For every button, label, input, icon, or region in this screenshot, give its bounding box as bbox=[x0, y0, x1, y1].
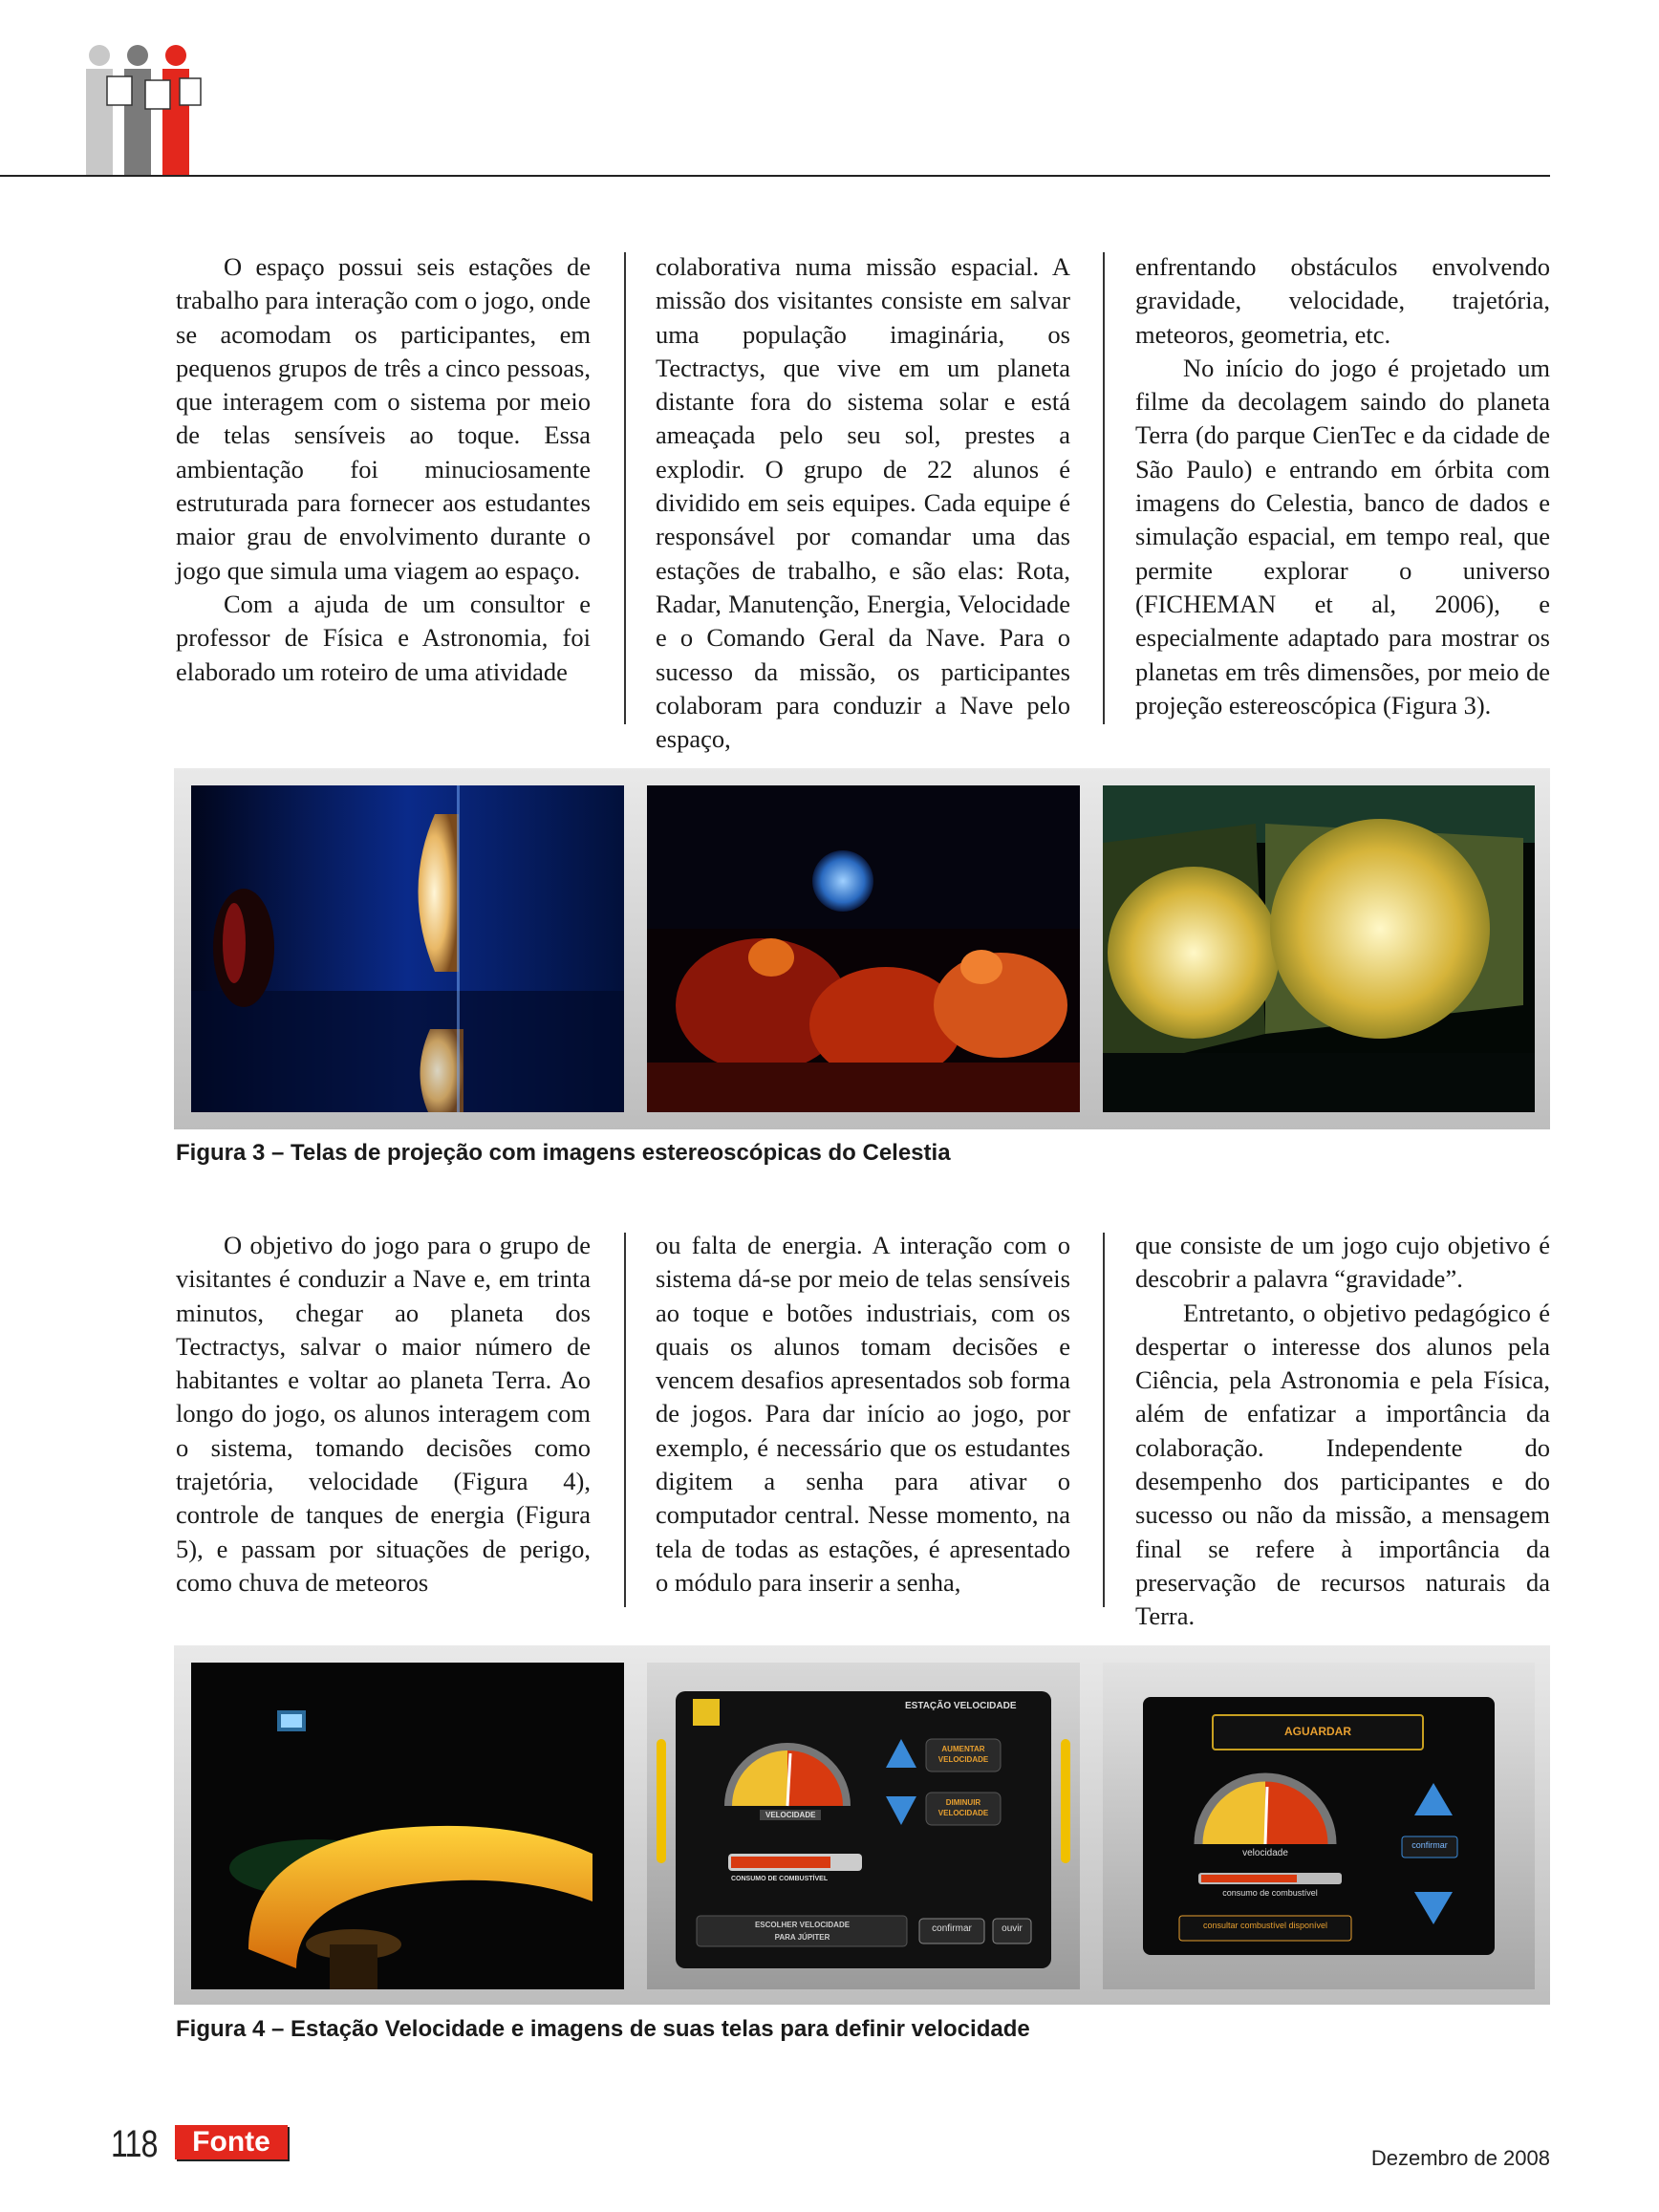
paragraph: Entretanto, o objetivo pedagógico é despertar o interesse dos alunos pela Ciência, pela Astronomia e pela Física, além de enfatizar a importância da colaboração. Independente do desempenho dos participantes e do sucesso ou não da missão, a mensagem final se refere à importância da preservação de recursos naturais da Terra. bbox=[1135, 1298, 1550, 1631]
paragraph: colaborativa numa missão espacial. A missão dos visitantes consiste em salvar uma população imaginária, os Tectractys, que vive em um planeta distante fora do sistema solar e está ameaçada pelo seu sol, prestes a explodir. O grupo de 22 alunos é dividido em seis equipes. Cada equipe é responsável por comandar uma das estações de trabalho, e são elas: Rota, Radar, Manutenção, Energia, Velocidade e o Comando Geral da Nave. Para o sucesso da missão, os participantes colaboram para conduzir a Nave pelo espaço, bbox=[656, 252, 1070, 754]
screen1-prompt-line1: ESCOLHER VELOCIDADE bbox=[754, 1921, 851, 1929]
column-divider bbox=[1103, 252, 1105, 724]
magazine-brand-logo: Fonte bbox=[175, 2125, 288, 2159]
text-column-bottom-3 bbox=[1135, 1229, 1550, 1634]
figure-3-photo-planet bbox=[191, 785, 624, 1112]
paragraph: O espaço possui seis estações de trabalho para interação com o jogo, onde se acomodam os participantes, em pequenos grupos de três a cinco pessoas, que interagem com o sistema por meio de telas sensíveis ao toque. Essa ambientação foi minuciosamente estruturada para fornecer aos estudantes maior grau de envolvimento durante o jogo que simula uma viagem ao espaço. bbox=[176, 252, 591, 585]
figure-4-screen-velocidade bbox=[647, 1663, 1080, 1989]
screen1-prompt-line2: PARA JÚPITER bbox=[774, 1933, 830, 1942]
text-column-top-2 bbox=[656, 250, 1070, 756]
text-column-top-1 bbox=[176, 250, 591, 689]
screen2-confirm-button[interactable]: confirmar bbox=[1411, 1840, 1448, 1850]
figure-3-photo-screens bbox=[1103, 785, 1535, 1112]
screen2-fuel-label: consumo de combustível bbox=[1222, 1888, 1318, 1898]
paragraph: O objetivo do jogo para o grupo de visitantes é conduzir a Nave e, em trinta minutos, chegar ao planeta dos Tectractys, salvar o maior número de habitantes e voltar ao planeta Terra. Ao longo do jogo, os alunos interagem com o sistema, tomando decisões como trajetória, velocidade (Figura 4), controle de tanques de energia (Figura 5), e passam por situações de perigo, como chuva de meteoros bbox=[176, 1231, 591, 1597]
figure-4-screen-aguardar bbox=[1103, 1663, 1535, 1989]
header-rule bbox=[0, 175, 1550, 177]
paragraph: que consiste de um jogo cujo objetivo é descobrir a palavra “gravidade”. bbox=[1135, 1231, 1550, 1294]
paragraph: No início do jogo é projetado um filme da decolagem saindo do planeta Terra (do parque CienTec e da cidade de São Paulo) e entrando em órbita com imagens do Celestia, banco de dados e simulação espacial, em tempo real, que permite explorar o universo (FICHEMAN et al, 2006), e especialmente adaptado para mostrar os planetas em três dimensões, por meio de projeção estereoscópica (Figura 3). bbox=[1135, 353, 1550, 719]
screen1-confirm-button[interactable]: confirmar bbox=[932, 1923, 972, 1934]
text-column-top-3 bbox=[1135, 250, 1550, 722]
screen1-listen-button[interactable]: ouvir bbox=[1002, 1923, 1023, 1934]
text-column-bottom-2 bbox=[656, 1229, 1070, 1600]
paragraph: Com a ajuda de um consultor e professor de Física e Astronomia, foi elaborado um roteiro de uma atividade bbox=[176, 589, 591, 686]
text-column-bottom-1 bbox=[176, 1229, 591, 1600]
figure-3-photo-students bbox=[647, 785, 1080, 1112]
paragraph: ou falta de energia. A interação com o sistema dá-se por meio de telas sensíveis ao toque e botões industriais, com os quais os alunos tomam decisões e vencem desafios apresentados sob forma de jogos. Para dar início ao jogo, por exemplo, é necessário que os estudantes digitem a senha para ativar o computador central. Nesse momento, na tela de todas as estações, é apresentado o módulo para inserir a senha, bbox=[656, 1231, 1070, 1597]
figure-3-caption: Figura 3 – Telas de projeção com imagens estereoscópicas do Celestia bbox=[176, 1140, 951, 1166]
column-divider bbox=[1103, 1233, 1105, 1607]
issue-date: Dezembro de 2008 bbox=[1370, 2146, 1550, 2170]
screen1-fuel-label: CONSUMO DE COMBUSTÍVEL bbox=[731, 1876, 829, 1882]
decrease-speed-button[interactable]: DIMINUIR VELOCIDADE bbox=[937, 1798, 989, 1817]
paragraph: enfrentando obstáculos envolvendo gravidade, velocidade, trajetória, meteoros, geometria, etc. bbox=[1135, 252, 1550, 349]
screen1-gauge-label: VELOCIDADE bbox=[760, 1810, 821, 1820]
screen1-title: ESTAÇÃO VELOCIDADE bbox=[905, 1701, 1017, 1711]
increase-speed-button[interactable]: AUMENTAR VELOCIDADE bbox=[937, 1745, 989, 1764]
column-divider bbox=[624, 1233, 626, 1607]
screen2-gauge-label: velocidade bbox=[1242, 1848, 1288, 1858]
check-fuel-button[interactable]: consultar combustível disponível bbox=[1202, 1921, 1328, 1930]
figure-4-photo-sofa bbox=[191, 1663, 624, 1989]
screen2-status: AGUARDAR bbox=[1284, 1725, 1351, 1738]
page-number: 118 bbox=[111, 2123, 158, 2165]
people-logo-icon bbox=[78, 42, 212, 176]
figure-4-caption: Figura 4 – Estação Velocidade e imagens de suas telas para definir velocidade bbox=[176, 2016, 1030, 2042]
column-divider bbox=[624, 252, 626, 724]
